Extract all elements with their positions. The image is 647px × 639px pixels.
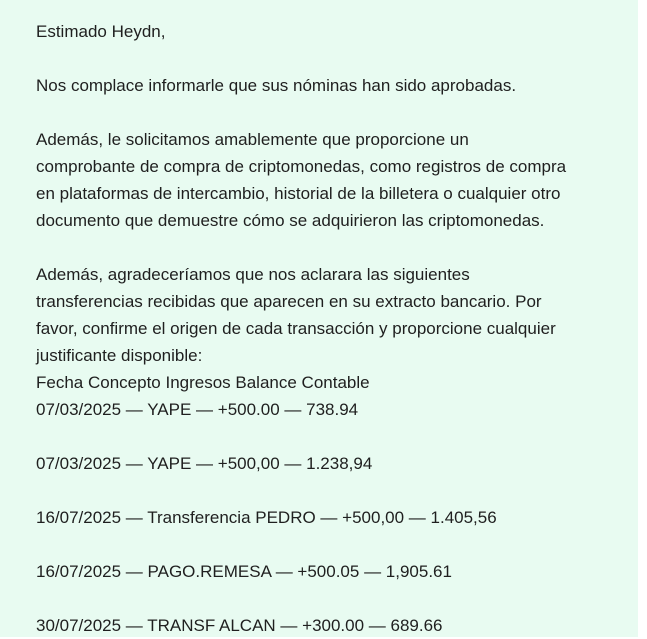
transaction-row: 07/03/2025 — YAPE — +500,00 — 1.238,94 xyxy=(36,454,373,473)
transaction-row: 16/07/2025 — PAGO.REMESA — +500.05 — 1,905.61 xyxy=(36,562,452,581)
transaction-row: 16/07/2025 — Transferencia PEDRO — +500,00 — 1.405,56 xyxy=(36,508,497,527)
spacer xyxy=(36,477,638,504)
greeting: Estimado Heydn, xyxy=(36,22,166,41)
paragraph-line: documento que demuestre cómo se adquirieron las criptomonedas. xyxy=(36,211,545,230)
transactions-header: Fecha Concepto Ingresos Balance Contable xyxy=(36,373,370,392)
paragraph-line: justificante disponible: xyxy=(36,346,203,365)
paragraph-line: Además, le solicitamos amablemente que proporcione un xyxy=(36,130,469,149)
paragraph-line: en plataformas de intercambio, historial de la billetera o cualquier otro xyxy=(36,184,561,203)
paragraph-line: transferencias recibidas que aparecen en su extracto bancario. Por xyxy=(36,292,542,311)
crypto-proof-paragraph xyxy=(36,126,611,234)
spacer xyxy=(36,234,638,261)
paragraph-line: comprobante de compra de criptomonedas, como registros de compra xyxy=(36,157,567,176)
spacer xyxy=(36,423,638,450)
transaction-row: 30/07/2025 — TRANSF ALCAN — +300.00 — 689.66 xyxy=(36,616,443,635)
paragraph-line: favor, confirme el origen de cada transacción y proporcione cualquier xyxy=(36,319,556,338)
transfer-request-paragraph xyxy=(36,261,611,369)
approval-paragraph: Nos complace informarle que sus nóminas han sido aprobadas. xyxy=(36,76,517,95)
transaction-row: 07/03/2025 — YAPE — +500.00 — 738.94 xyxy=(36,400,359,419)
spacer xyxy=(36,531,638,558)
paragraph-line: Además, agradeceríamos que nos aclarara las siguientes xyxy=(36,265,470,284)
spacer xyxy=(36,99,638,126)
spacer xyxy=(36,45,638,72)
spacer xyxy=(36,585,638,612)
